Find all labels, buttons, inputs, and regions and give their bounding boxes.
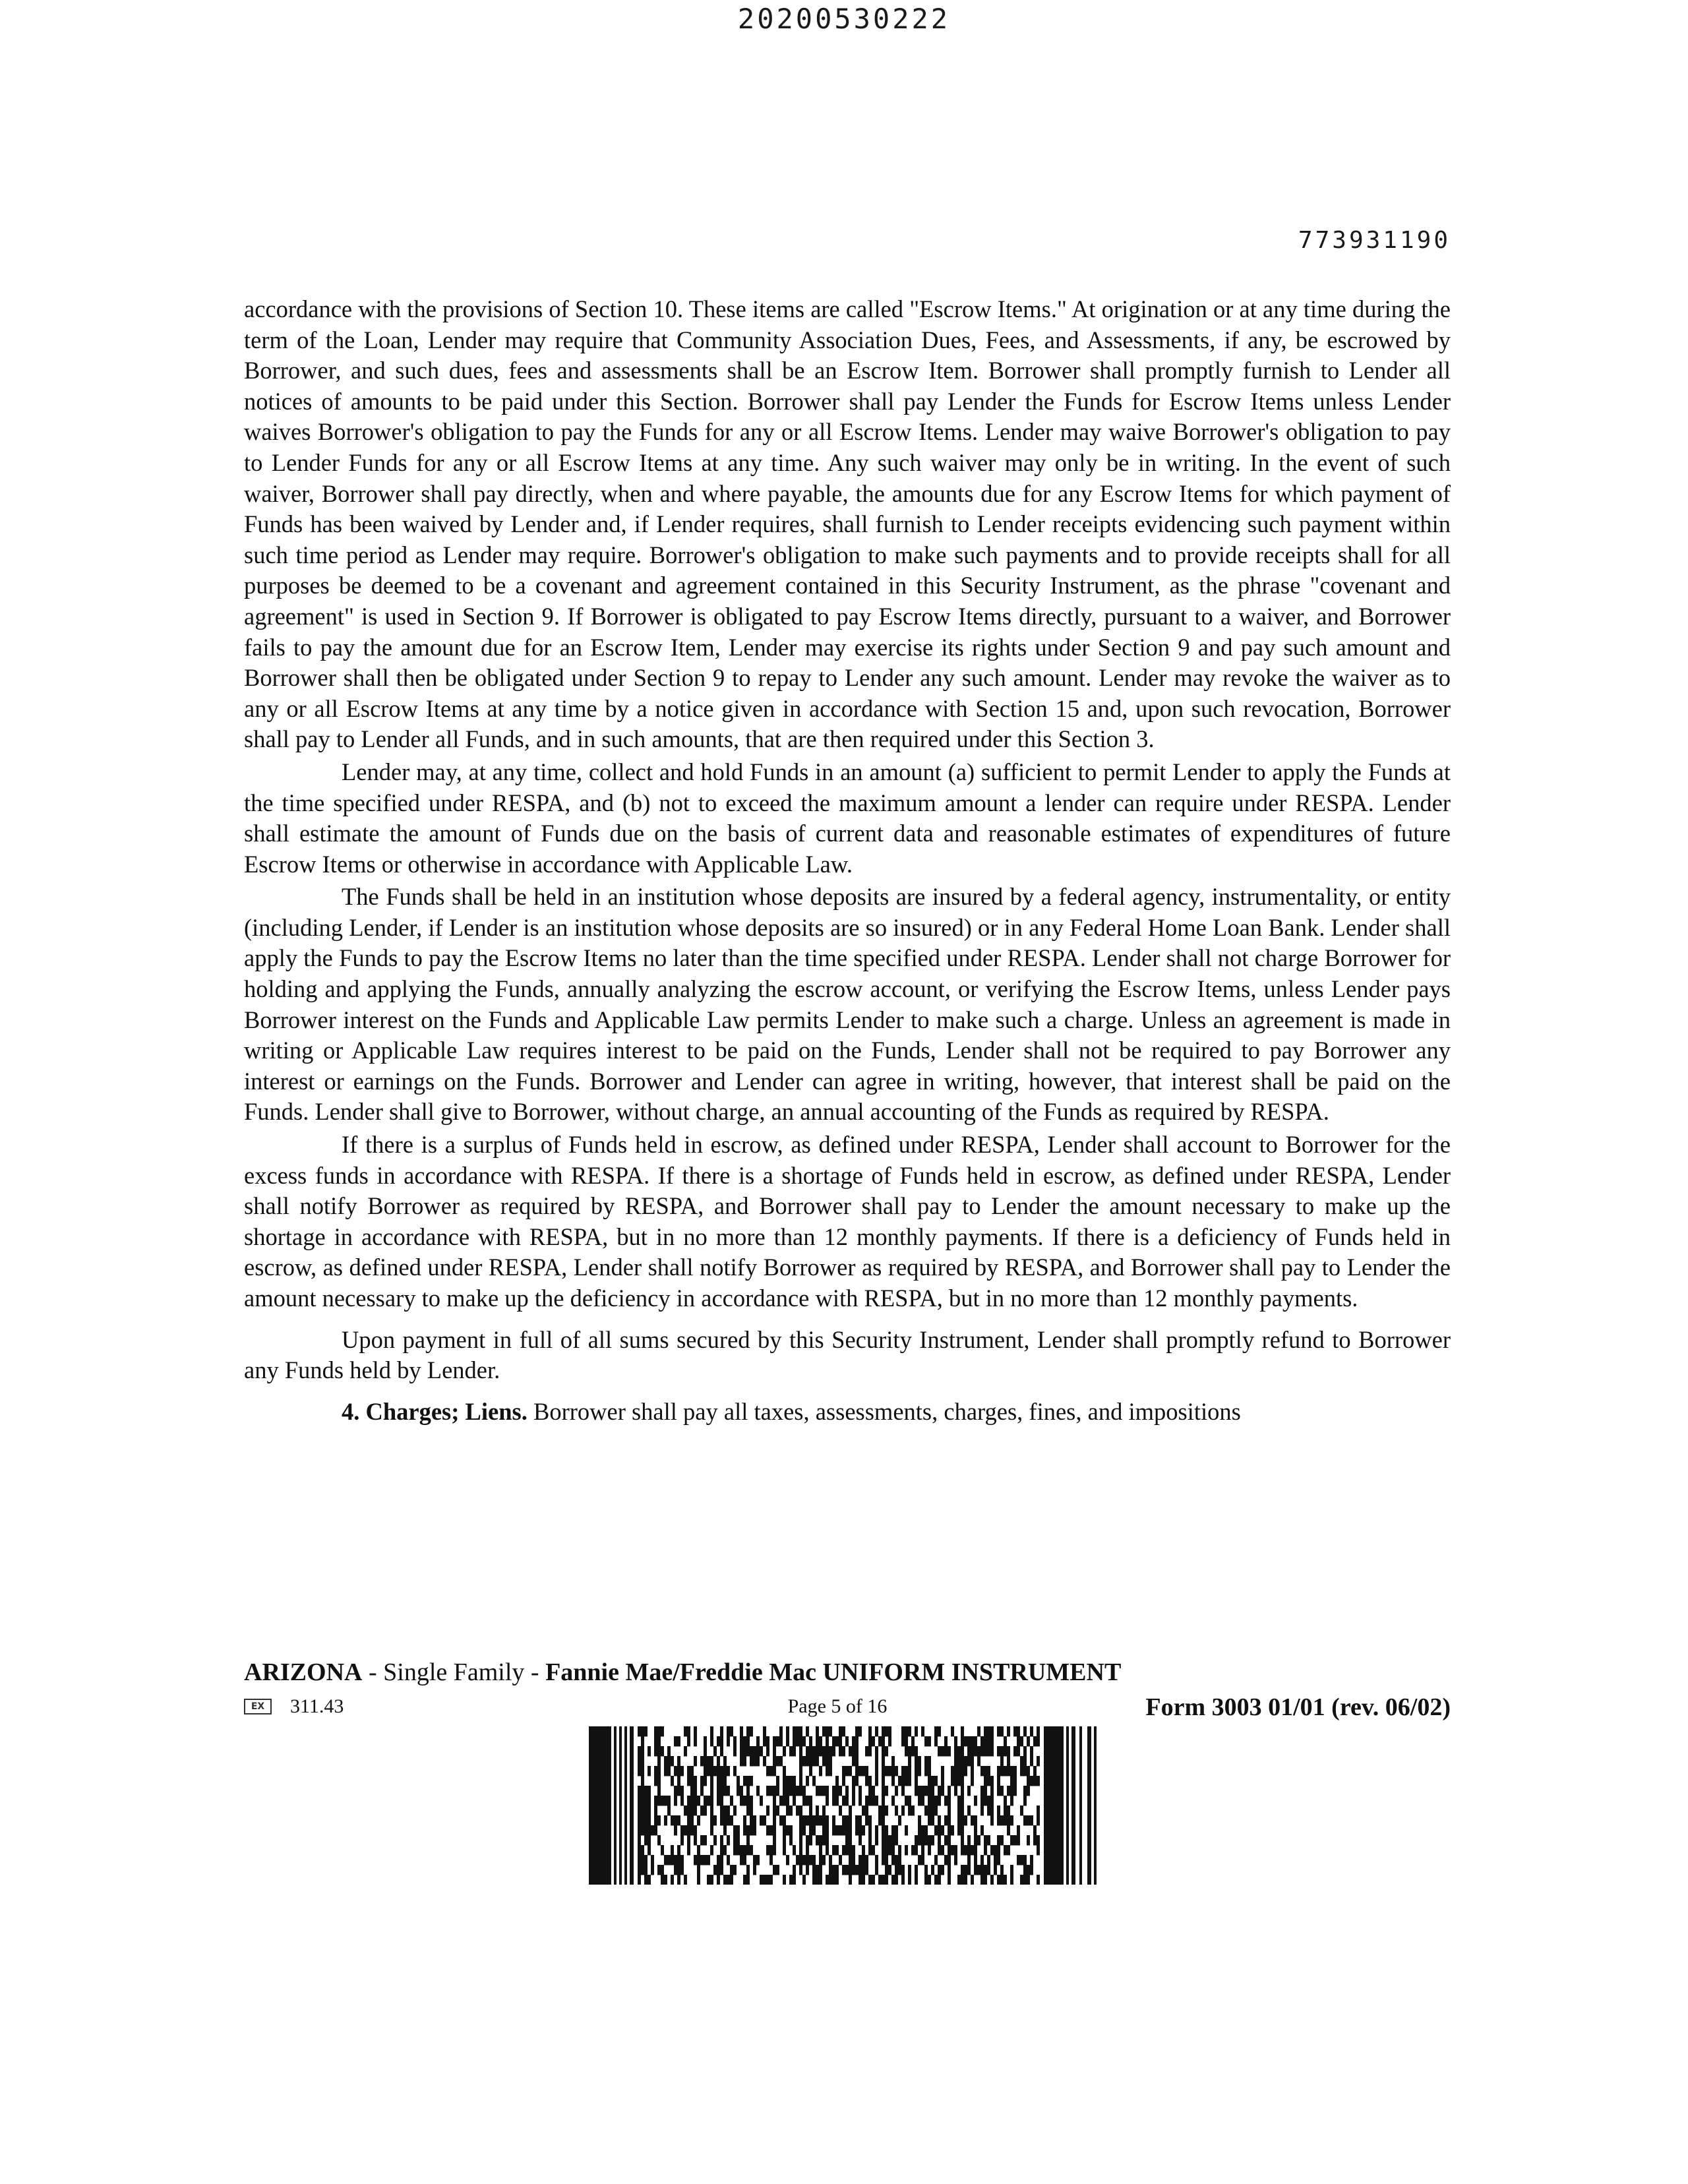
- section-heading-charges-liens: 4. Charges; Liens.: [342, 1397, 528, 1425]
- barcode-start-pattern: [589, 1726, 634, 1885]
- form-code: 311.43: [290, 1695, 344, 1717]
- charges-liens-text: Borrower shall pay all taxes, assessments, charges, fines, and impositions: [527, 1397, 1241, 1425]
- barcode-stop-pattern: [1044, 1726, 1097, 1885]
- paragraph-charges-liens: [244, 1397, 1451, 1428]
- loan-number: 773931190: [1298, 227, 1451, 254]
- document-body: [244, 294, 1451, 1429]
- paragraph-funds-held: The Funds shall be held in an institution whose deposits are insured by a federal agency, instrumentality, or entity (including Lender, if Lender is an institution whose deposits are so insured) or in any Federal Home Loan Bank. Lender shall apply the Funds to pay the Escrow Items no later than the time specified under RESPA. Lender shall not charge Borrower for holding and applying the Funds, annually analyzing the escrow account, or verifying the Escrow Items, unless Lender pays Borrower interest on the Funds and Applicable Law permits Lender to make such a charge. Unless an agreement is made in writing or Applicable Law requires interest to be paid on the Funds, Lender shall not be required to pay Borrower any interest or earnings on the Funds. Borrower and Lender can agree in writing, however, that interest shall be paid on the Funds. Lender shall give to Borrower, without charge, an annual accounting of the Funds as required by RESPA.: [244, 883, 1451, 1126]
- paragraph-collect-funds: Lender may, at any time, collect and hold Funds in an amount (a) sufficient to permit Lender to apply the Funds at the time specified under RESPA, and (b) not to exceed the maximum amount a lender can require under RESPA. Lender shall estimate the amount of Funds due on the basis of current data and reasonable estimates of expenditures of future Escrow Items or otherwise in accordance with Applicable Law.: [244, 758, 1451, 878]
- footer-row: [244, 1692, 1451, 1726]
- barcode-data-modules: [638, 1726, 1040, 1885]
- pdf417-barcode: [589, 1726, 1097, 1885]
- form-number: Form 3003 01/01 (rev. 06/02): [1145, 1693, 1451, 1721]
- footer-instrument: Fannie Mae/Freddie Mac UNIFORM INSTRUMENT: [545, 1658, 1122, 1686]
- ex-form-icon: EX: [244, 1699, 272, 1714]
- footer-title: [244, 1656, 1451, 1688]
- recording-number: 20200530222: [737, 3, 951, 35]
- page-indicator: Page 5 of 16: [787, 1695, 888, 1717]
- footer-state: ARIZONA: [244, 1658, 363, 1686]
- footer-separator: - Single Family -: [362, 1658, 546, 1686]
- paragraph-escrow-items: accordance with the provisions of Section 10. These items are called "Escrow Items." At origination or at any time during the term of the Loan, Lender may require that Community Association Dues, Fees, and Assessments, if any, be escrowed by Borrower, and such dues, fees and assessments shall be an Escrow Item. Borrower shall promptly furnish to Lender all notices of amounts to be paid under this Section. Borrower shall pay Lender the Funds for Escrow Items unless Lender waives Borrower's obligation to pay the Funds for any or all Escrow Items. Lender may waive Borrower's obligation to pay to Lender Funds for any or all Escrow Items at any time. Any such waiver may only be in writing. In the event of such waiver, Borrower shall pay directly, when and where payable, the amounts due for any Escrow Items for which payment of Funds has been waived by Lender and, if Lender requires, shall furnish to Lender receipts evidencing such payment within such time period as Lender may require. Borrower's obligation to make such payments and to provide receipts shall for all purposes be deemed to be a covenant and agreement contained in this Security Instrument, as the phrase "covenant and agreement" is used in Section 9. If Borrower is obligated to pay Escrow Items directly, pursuant to a waiver, and Borrower fails to pay the amount due for an Escrow Item, Lender may exercise its rights under Section 9 and pay such amount and Borrower shall then be obligated under Section 9 to repay to Lender any such amount. Lender may revoke the waiver as to any or all Escrow Items at any time by a notice given in accordance with Section 15 and, upon such revocation, Borrower shall pay to Lender all Funds, and in such amounts, that are then required under this Section 3.: [244, 295, 1451, 753]
- paragraph-surplus: If there is a surplus of Funds held in escrow, as defined under RESPA, Lender shall account to Borrower for the excess funds in accordance with RESPA. If there is a shortage of Funds held in escrow, as defined under RESPA, Lender shall notify Borrower as required by RESPA, and Borrower shall pay to Lender the amount necessary to make up the shortage in accordance with RESPA, but in no more than 12 monthly payments. If there is a deficiency of Funds held in escrow, as defined under RESPA, Lender shall notify Borrower as required by RESPA, and Borrower shall pay to Lender the amount necessary to make up the deficiency in accordance with RESPA, but in no more than 12 monthly payments.: [244, 1131, 1451, 1312]
- paragraph-refund: Upon payment in full of all sums secured by this Security Instrument, Lender shall promptly refund to Borrower any Funds held by Lender.: [244, 1325, 1451, 1384]
